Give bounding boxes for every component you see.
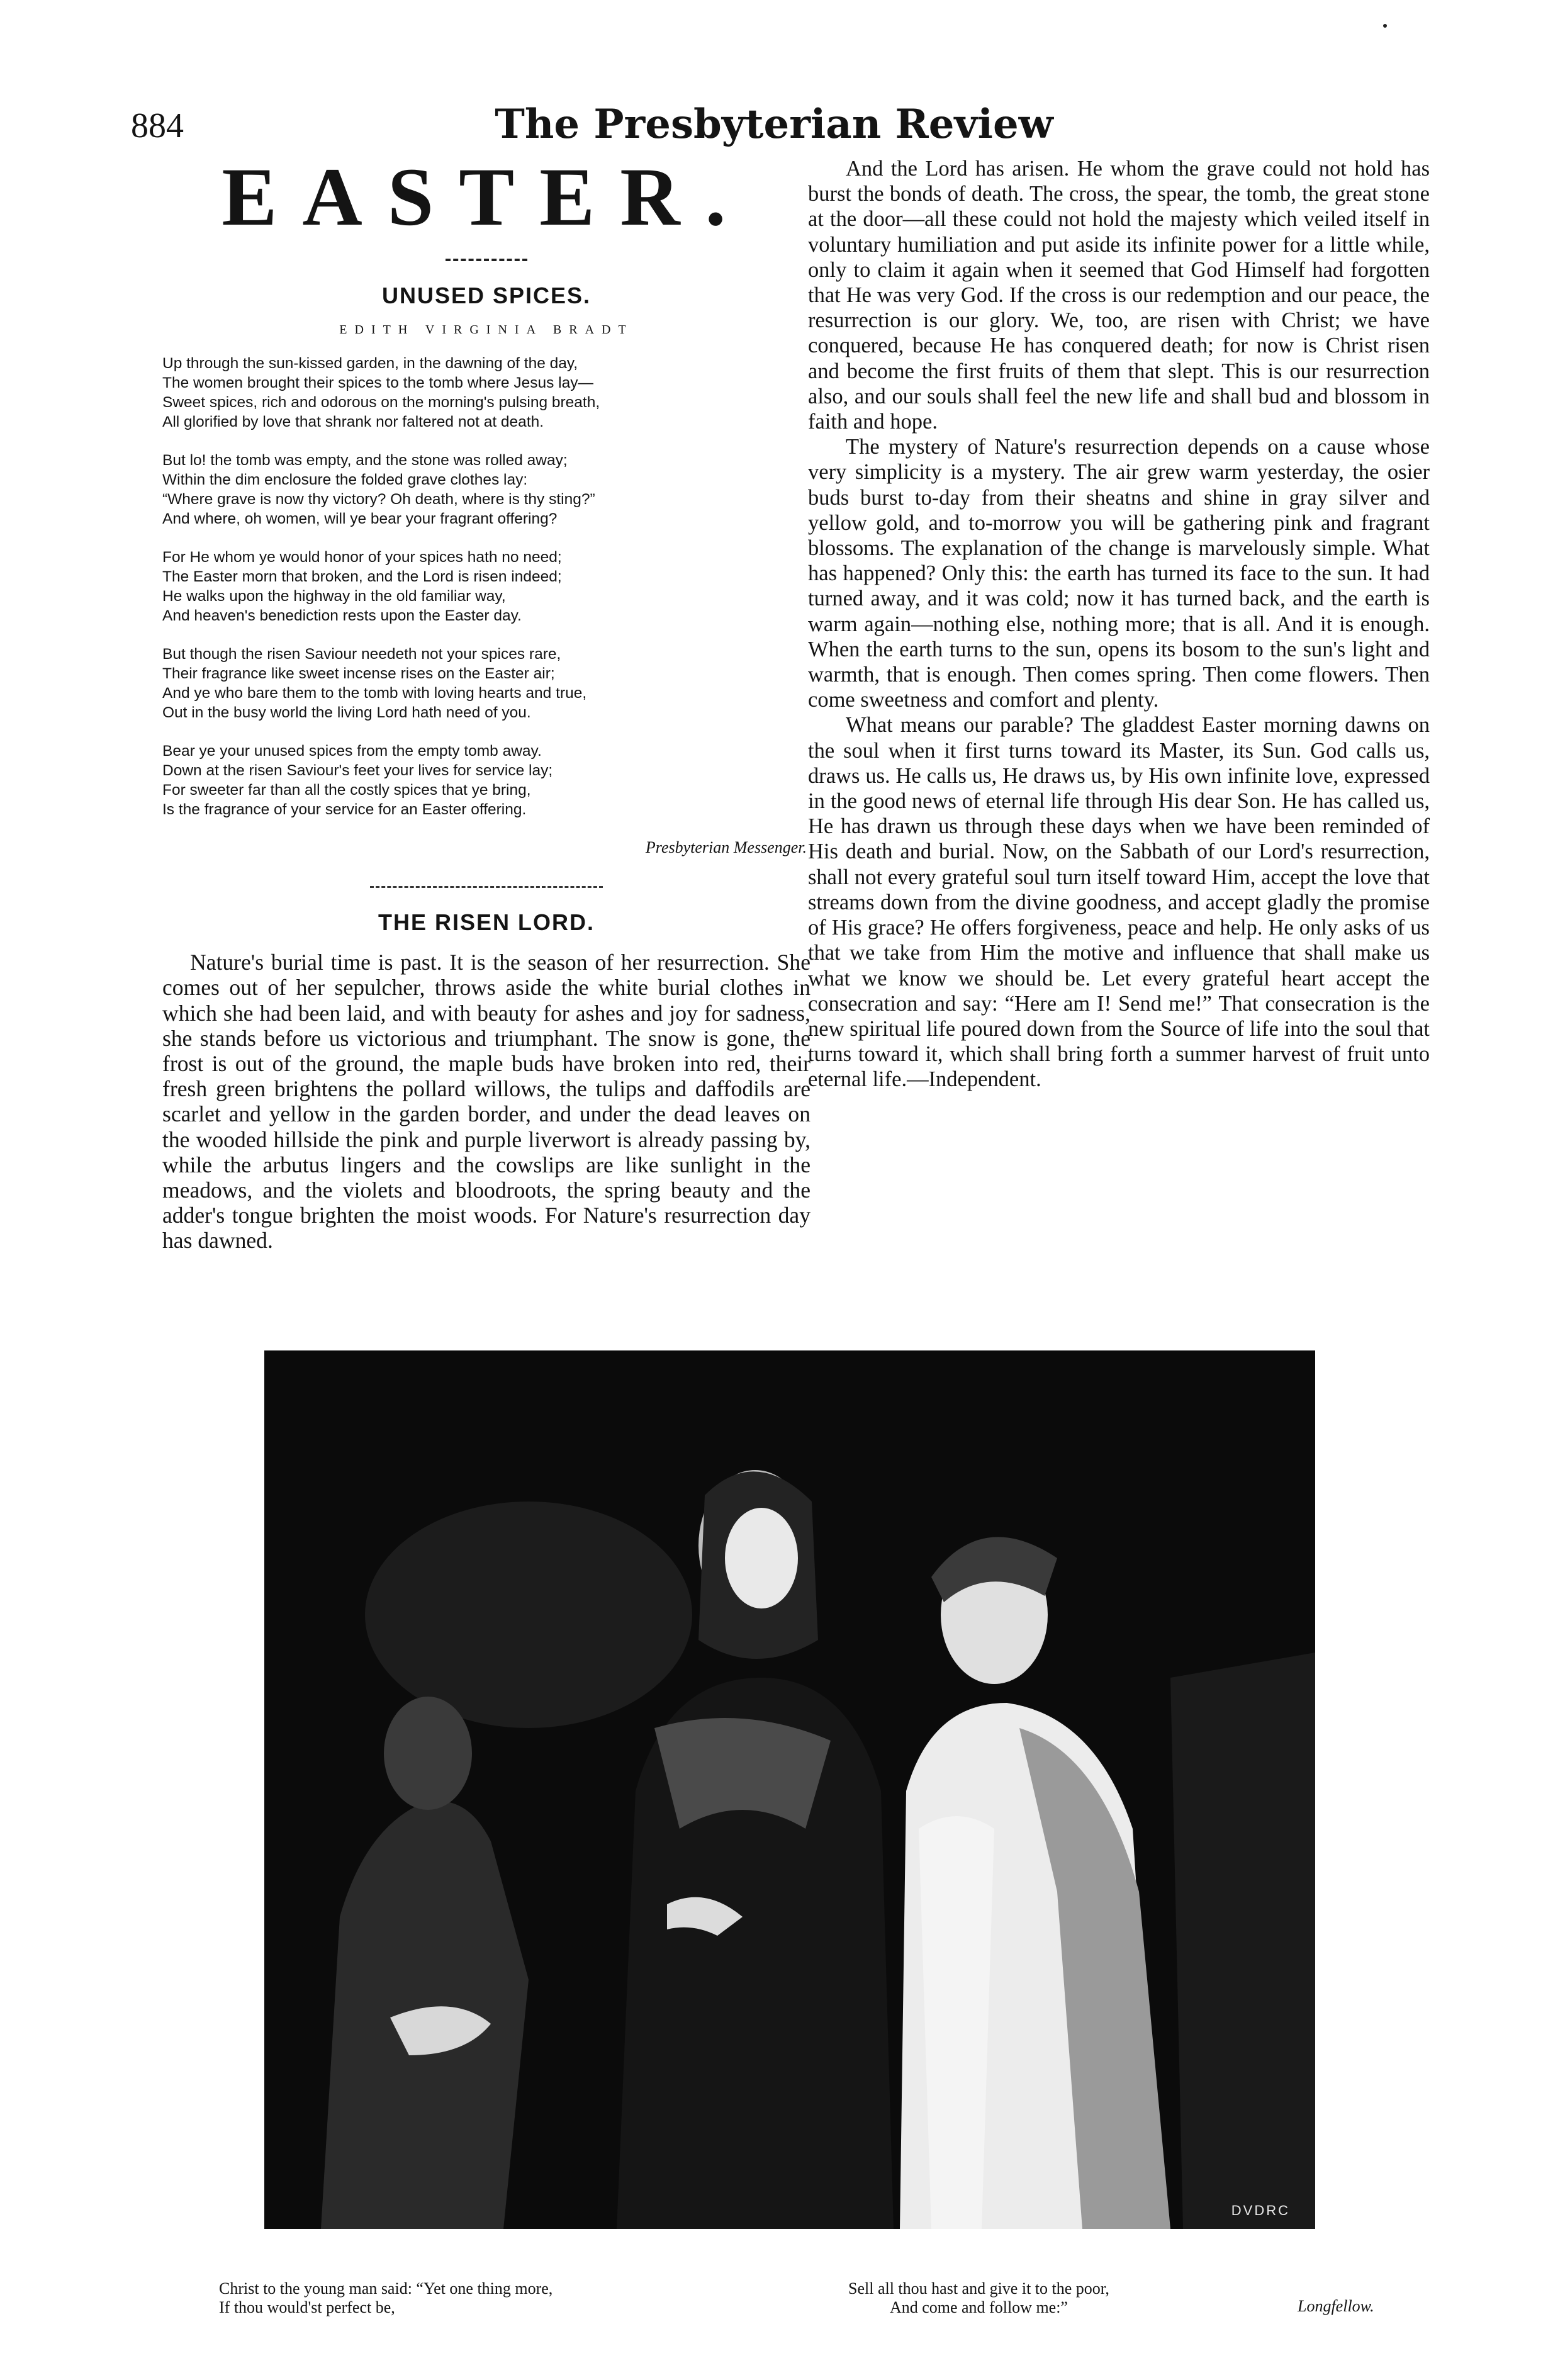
caption-credit: Longfellow.	[1298, 2297, 1374, 2315]
stray-dot	[1383, 24, 1387, 28]
article-paragraph: Nature's burial time is past. It is the season of her resurrection. She comes out of her sepulcher, throws aside the white burial clothes in which she had been laid, and with beauty for ashes and joy for sadness, she stands before us victorious and triumphant. The snow is gone, the frost is out of the ground, the maple buds have broken into red, their fresh green brightens the pollard willows, the tulips and daffodils are scarlet and yellow in the garden border, and under the dead leaves on the wooded hillside the pink and purple liverwort is already passing by, while the arbutus lingers and the cowslips are like sunlight in the meadows, and the violets and bloodroots, the spring beauty and the adder's tongue brighten the moist woods. For Nature's resurrection day has dawned.	[162, 950, 810, 1254]
article-paragraph: What means our parable? The gladdest Easter morning dawns on the soul when it first turns toward its Master, its Sun. God calls us, draws us. He calls us, He draws us, by His own infinite love, expressed in the good news of eternal life through His dear Son. He has called us, He has drawn us through these days when we have been reminded of His death and burial. Now, on the Sabbath of our Lord's resurrection, shall not every grateful soul turn itself toward Him, accept the love that streams down from the divine goodness, and accept gladly the promise of His grace? He offers forgiveness, peace and help. He only asks of us that we take from Him the motive and influence that shall make us what we know we should be. Let every grateful heart accept the consecration and say: “Here am I! Send me!” That consecration is the new spiritual life poured down from the Source of life into the soul that turns toward it, which shall bring forth a summer harvest of fruit unto eternal life.—Independent.	[808, 713, 1430, 1092]
poem-line: All glorified by love that shrank nor faltered not at death.	[162, 413, 544, 431]
poem-line: For sweeter far than all the costly spices that ye bring,	[162, 782, 531, 799]
poem-body	[162, 354, 810, 819]
poem-line: Out in the busy world the living Lord hath need of you.	[162, 704, 531, 722]
poem-stanza	[162, 451, 810, 529]
caption-line: And come and follow me:”	[889, 2298, 1068, 2316]
poem-stanza	[162, 644, 810, 722]
poem-line: Is the fragrance of your service for an Easter offering.	[162, 801, 527, 819]
poem-line: “Where grave is now thy victory? Oh death, where is thy sting?”	[162, 491, 595, 508]
engraver-signature: DVDRC	[1231, 2203, 1290, 2218]
poem-line: Down at the risen Saviour's feet your lives for service lay;	[162, 762, 553, 780]
poem-stanza	[162, 354, 810, 432]
christ-and-rich-young-man-engraving	[264, 1350, 1315, 2229]
poem-line: But though the risen Saviour needeth not your spices rare,	[162, 646, 561, 663]
left-column	[162, 151, 810, 1254]
poem-line: But lo! the tomb was empty, and the stone was rolled away;	[162, 452, 568, 469]
poem-line: He walks upon the highway in the old familiar way,	[162, 588, 506, 605]
poem-line: Sweet spices, rich and odorous on the morning's pulsing breath,	[162, 394, 600, 412]
poem-line: And where, oh women, will ye bear your fragrant offering?	[162, 510, 558, 528]
caption-right	[848, 2279, 1109, 2317]
poem-author: EDITH VIRGINIA BRADT	[339, 323, 634, 337]
running-title: The Presbyterian Review	[495, 101, 1053, 148]
right-column	[808, 156, 1430, 1092]
poem-line: The women brought their spices to the tomb where Jesus lay—	[162, 374, 593, 392]
poem-line: And ye who bare them to the tomb with loving hearts and true,	[162, 685, 587, 702]
article-paragraph: The mystery of Nature's resurrection depends on a cause whose very simplicity is a mystery. The air grew warm yesterday, the osier buds burst to-day from their sheatns and shine in gray silver and yellow gold, and to-morrow you will be gathering pink and fragrant blossoms. The explanation of the change is marvelously simple. What has happened? Only this: the earth has turned its face to the sun. It had turned away, and it was cold; now it has turned back, and the earth is warm again—nothing else, nothing more; that is all. And it is enough. When the earth turns to the sun, opens its bosom to the sun's light and warmth, that is enough. Then comes spring. Then come flowers. Then come sweetness and comfort and plenty.	[808, 435, 1430, 712]
poem-attribution: Presbyterian Messenger.	[645, 838, 807, 857]
page-number: 884	[131, 106, 184, 145]
engraving-image	[264, 1350, 1315, 2229]
caption-line: Christ to the young man said: “Yet one thing more,	[219, 2279, 553, 2298]
article-paragraph: And the Lord has arisen. He whom the grave could not hold has burst the bonds of death. The cross, the spear, the tomb, the great stone at the door—all these could not hold the majesty which veiled itself in voluntary humiliation and put aside its infinite power for a little while, only to claim it again when it seemed that God Himself had forgotten that He was very God. If the cross is our redemption and our peace, the resurrection is our glory. We, too, are risen with Christ; we have conquered, because He has conquered death; for now is Christ risen and become the first fruits of them that slept. This is our resurrection also, and our souls shall feel the new life and shall bud and blossom in faith and hope.	[808, 157, 1430, 434]
poem-line: Bear ye your unused spices from the empty tomb away.	[162, 743, 542, 760]
poem-line: For He whom ye would honor of your spices hath no need;	[162, 549, 562, 566]
poem-stanza	[162, 741, 810, 819]
poem-line: And heaven's benediction rests upon the Easter day.	[162, 607, 522, 625]
easter-title: EASTER.	[222, 150, 751, 243]
divider	[446, 259, 527, 261]
caption-line: If thou would'st perfect be,	[219, 2298, 395, 2316]
article-title: THE RISEN LORD.	[378, 909, 595, 936]
poem-line: Within the dim enclosure the folded grave clothes lay:	[162, 471, 528, 489]
poem-line: Their fragrance like sweet incense rises on the Easter air;	[162, 665, 555, 683]
poem-line: Up through the sun-kissed garden, in the dawning of the day,	[162, 355, 578, 373]
poem-line: The Easter morn that broken, and the Lord is risen indeed;	[162, 568, 562, 586]
divider	[370, 886, 603, 888]
poem-stanza	[162, 547, 810, 626]
caption-left	[219, 2279, 552, 2317]
poem-title: UNUSED SPICES.	[381, 283, 592, 309]
caption-line: Sell all thou hast and give it to the poor,	[848, 2279, 1109, 2298]
